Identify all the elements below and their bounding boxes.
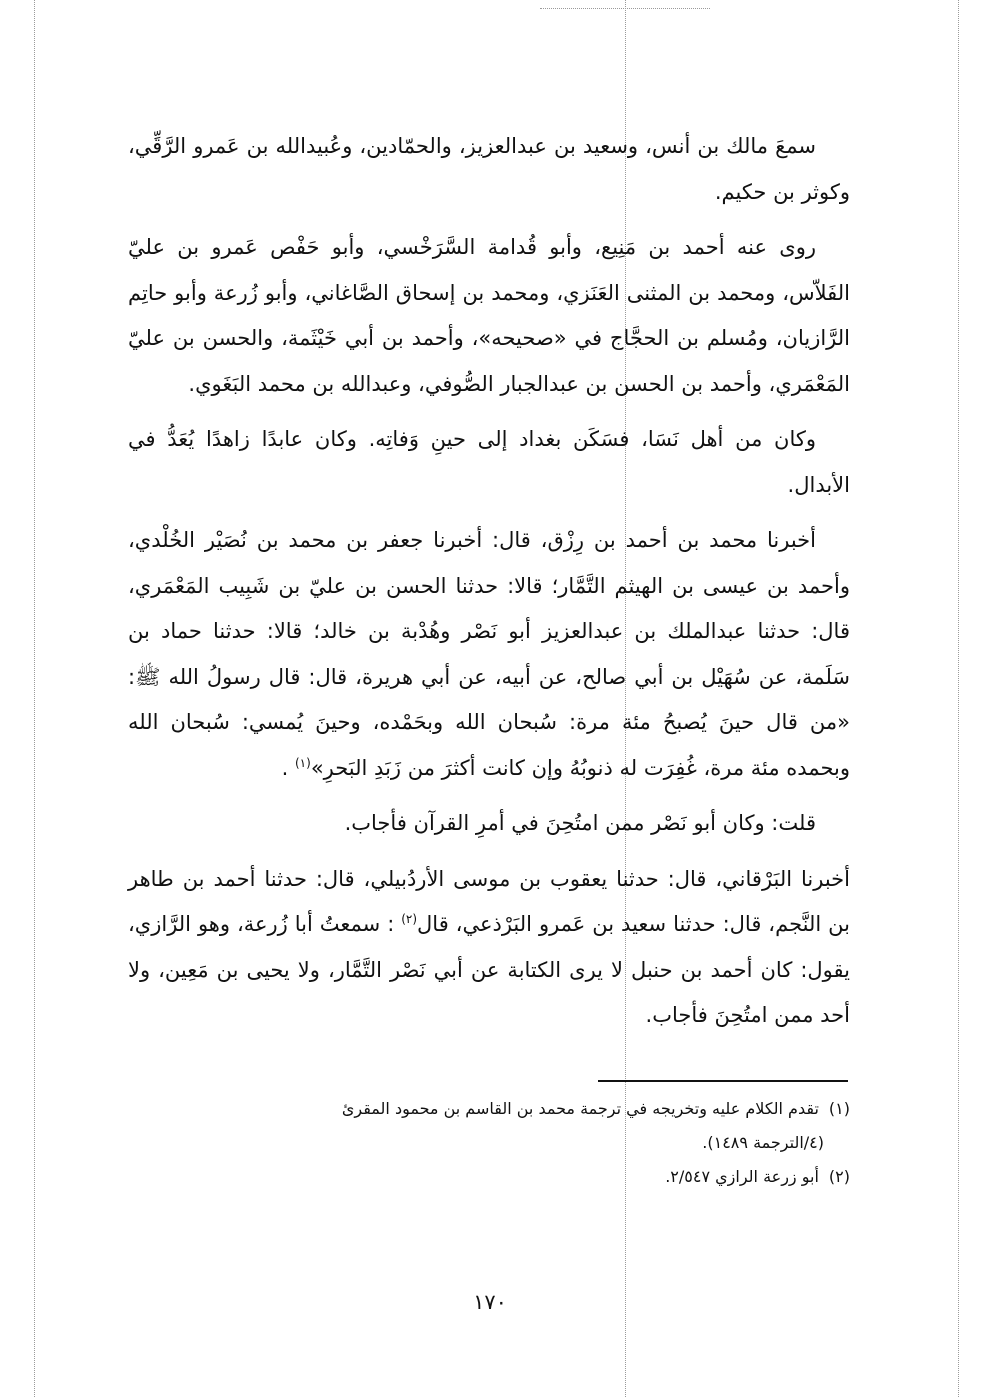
paragraph-biography: وكان من أهل نَسَا، فسَكَن بغداد إلى حينِ وَفاتِه. وكان عابدًا زاهدًا يُعَدُّ في الأبدال. xyxy=(128,427,850,497)
paragraph-students: روى عنه أحمد بن مَنِيع، وأبو قُدامة السَّرَخْسي، وأبو حَفْص عَمرو بن عليّ الفَلاّس، ومحمد بن المثنى العَنَزي، ومحمد بن إسحاق الصَّاغاني، وأبو زُرعة وأبو حاتِم الرَّازيان، ومُسلم بن الحجَّاج في «صحيحه»، وأحمد بن أبي خَيْثَمة، والحسن بن عليّ المَعْمَري، وأحمد بن الحسن بن عبدالجبار الصُّوفي، وعبدالله بن محمد البَغَوي. xyxy=(128,235,850,396)
quote-text: سمعتُ أبا زُرعة، وهو الرَّازي، يقول: كان أحمد بن حنبل لا يرى الكتابة عن أبي نَصْر التَّمَّار، ولا يحيى بن مَعِين، ولا أحد ممن امتُحِنَ فأجاب. xyxy=(128,912,850,1027)
footnote-2 xyxy=(128,1160,850,1194)
footnote-1 xyxy=(128,1092,850,1126)
paragraph-isnad xyxy=(128,857,850,1039)
footnote-1-text: تقدم الكلام عليه وتخريجه في ترجمة محمد بن القاسم بن محمود المقرئ xyxy=(341,1099,819,1118)
footnote-1-number: (١) xyxy=(828,1099,850,1118)
footnote-divider xyxy=(598,1080,848,1082)
footnote-2-text: أبو زرعة الرازي ٢/٥٤٧. xyxy=(665,1167,819,1186)
hadith-text: أخبرنا محمد بن أحمد بن رِزْق، قال: أخبرنا جعفر بن محمد بن نُصَيْر الخُلْدي، وأحمد بن عيسى بن الهيثم التَّمَّار؛ قالا: حدثنا الحسن بن عليّ بن شَبِيب المَعْمَري، قال: حدثنا عبدالملك بن عبدالعزيز أبو نَصْر وهُدْبة بن خالد؛ قالا: حدثنا حماد بن سَلَمة، عن سُهَيْل بن أبي صالح، عن أبيه، عن أبي هريرة، قال: قال رسولُ الله ﷺ: «من قال حينَ يُصبحُ مئة مرة: سُبحان الله وبحَمْده، وحينَ يُمسي: سُبحان الله وبحمده مئة مرة، غُفِرَت له ذنوبُهُ وإن كانت أكثرَ من زَبَدِ البَحرِ» xyxy=(128,528,850,780)
hadith-tail: . xyxy=(281,755,295,780)
isnad-text: أخبرنا البَرْقاني، قال: حدثنا يعقوب بن موسى الأردُبيلي، قال: حدثنا أحمد بن طاهر بن النَّجم، قال: حدثنا سعيد بن عَمرو البَرْذعي، قال xyxy=(128,866,850,936)
scan-line-right xyxy=(958,0,959,1397)
footnote-ref-2: (٢) xyxy=(401,912,418,926)
paragraph-teachers: سمعَ مالك بن أنس، وسعيد بن عبدالعزيز، والحمّادين، وعُبيدالله بن عَمرو الرَّقِّي، وكوثر بن حكيم. xyxy=(128,134,850,204)
main-text xyxy=(128,124,850,1049)
footnotes xyxy=(128,1092,850,1194)
scan-line-left xyxy=(34,0,35,1397)
paragraph-note: قلت: وكان أبو نَصْر ممن امتُحِنَ في أمرِ القرآن فأجاب. xyxy=(344,811,816,835)
footnote-2-number: (٢) xyxy=(828,1167,850,1186)
paragraph-hadith xyxy=(128,518,850,791)
footnote-ref-1: (١) xyxy=(294,755,311,770)
footnote-1-continuation: (٤/الترجمة ١٤٨٩). xyxy=(702,1133,824,1152)
isnad-tail: : xyxy=(387,912,402,936)
page-number: ١٧٠ xyxy=(473,1290,507,1314)
scan-line-top xyxy=(540,8,710,9)
